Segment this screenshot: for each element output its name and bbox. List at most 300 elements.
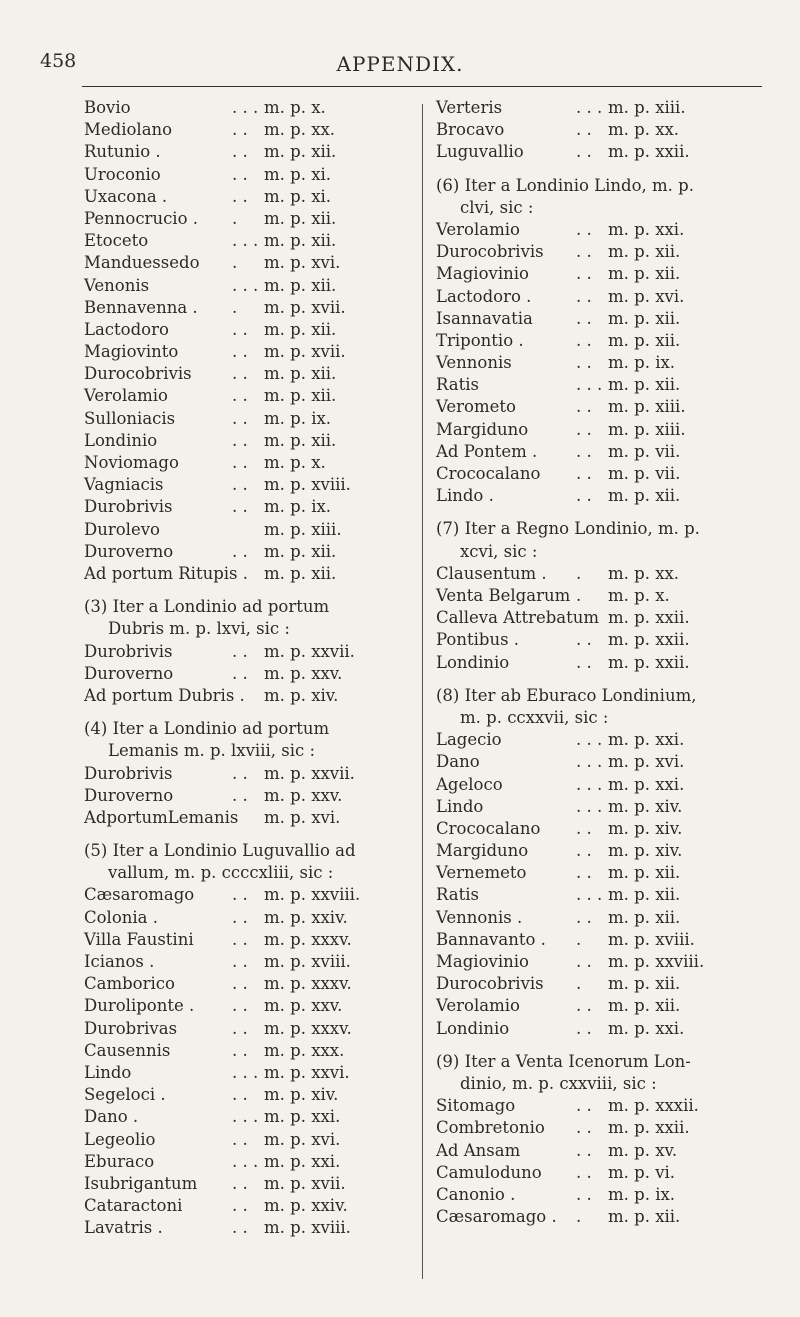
leader-dots: . . . <box>232 1062 259 1082</box>
station-name: Londinio <box>84 430 158 450</box>
iter-heading <box>436 685 778 729</box>
station-distance: m. p. xxii. <box>608 652 690 672</box>
itinerary-section <box>84 707 404 829</box>
leader-dots <box>232 685 264 707</box>
station-name: Cæsaromago <box>84 885 195 905</box>
leader-dots: . . <box>232 408 248 428</box>
section-gap <box>436 1040 778 1051</box>
station-row <box>436 1117 778 1139</box>
station-distance: m. p. xii. <box>608 308 681 328</box>
station-distance: m. p. xxi. <box>608 774 685 794</box>
section-gap <box>436 674 778 685</box>
iter-heading <box>84 718 404 762</box>
station-name: Durobrivis <box>84 763 173 783</box>
leader-dots: . . <box>576 841 592 861</box>
iter-heading-line: (6) Iter a Londinio Lindo, m. p. <box>436 175 694 195</box>
station-row <box>436 330 778 352</box>
station-row <box>84 785 404 807</box>
iter-heading-line: dinio, m. p. cxxviii, sic : <box>460 1073 657 1093</box>
station-name: Eburaco <box>84 1151 155 1171</box>
leader-dots: . . <box>232 342 248 362</box>
leader-dots: . . <box>232 120 248 140</box>
station-row <box>84 995 404 1017</box>
station-distance: m. p. xi. <box>264 186 332 206</box>
station-row <box>436 907 778 929</box>
station-distance: m. p. xii. <box>264 142 337 162</box>
station-name: Calleva Attrebatum <box>436 608 600 628</box>
leader-dots: . . <box>576 308 592 328</box>
station-distance: m. p. x. <box>264 98 326 117</box>
station-distance: m. p. xxiv. <box>264 907 348 927</box>
station-name: Lavatris . <box>84 1218 163 1238</box>
station-name: Vennonis . <box>436 907 523 927</box>
leader-dots: . . . <box>232 231 259 251</box>
station-distance: m. p. xxvii. <box>264 763 355 783</box>
right-column <box>436 97 778 1228</box>
station-row <box>84 430 404 452</box>
leader-dots: . . <box>232 1196 248 1216</box>
station-row <box>84 252 404 274</box>
station-row <box>436 884 778 906</box>
station-distance: m. p. xii. <box>608 907 681 927</box>
station-row <box>84 807 404 829</box>
leader-dots: . . <box>232 1218 248 1238</box>
page-header <box>0 0 800 92</box>
leader-dots: . . <box>576 353 592 373</box>
station-distance: m. p. xii. <box>608 375 681 395</box>
station-name: Brocavo <box>436 120 505 140</box>
station-distance: m. p. xii. <box>264 275 337 295</box>
station-distance: m. p. xxv. <box>264 785 343 805</box>
station-distance: m. p. xxi. <box>608 219 685 239</box>
station-row <box>436 1140 778 1162</box>
leader-dots: . . <box>576 242 592 262</box>
station-distance: m. p. xii. <box>608 1207 681 1227</box>
station-name: Canonio . <box>436 1184 516 1204</box>
station-name: Margiduno <box>436 841 529 861</box>
leader-dots: . . <box>232 663 248 683</box>
station-row <box>84 1084 404 1106</box>
station-row <box>84 1173 404 1195</box>
station-distance: m. p. xxii. <box>608 1118 690 1138</box>
station-row <box>436 995 778 1017</box>
station-distance: m. p. xii. <box>264 541 337 561</box>
station-distance: m. p. xxii. <box>608 630 690 650</box>
station-row <box>84 541 404 563</box>
leader-dots: . . . <box>232 98 259 117</box>
leader-dots: . . <box>576 330 592 350</box>
leader-dots: . . <box>576 1140 592 1160</box>
station-row <box>84 496 404 518</box>
station-distance: m. p. xvi. <box>608 752 685 772</box>
station-distance: m. p. xxv. <box>264 663 343 683</box>
iter-heading-line: vallum, m. p. ccccxliii, sic : <box>108 863 334 883</box>
station-name: Durocobrivis <box>84 364 192 384</box>
station-distance: m. p. xxxv. <box>264 1018 352 1038</box>
station-name: Lindo . <box>436 486 494 506</box>
station-row <box>84 164 404 186</box>
iter-heading-line: Lemanis m. p. lxviii, sic : <box>108 741 316 761</box>
station-row <box>436 485 778 507</box>
station-distance: m. p. xx. <box>264 120 336 140</box>
station-name: Combretonio <box>436 1118 545 1138</box>
station-distance: m. p. xxiv. <box>264 1196 348 1216</box>
station-name: Lindo <box>436 796 484 816</box>
station-distance: m. p. ix. <box>608 1184 676 1204</box>
station-name: Etoceto <box>84 231 149 251</box>
station-name: Ad Pontem . <box>436 441 538 461</box>
station-row <box>84 97 404 119</box>
station-distance: m. p. vii. <box>608 464 681 484</box>
station-name: Dano . <box>84 1107 139 1127</box>
station-name: Verometo <box>436 397 516 417</box>
itinerary-section <box>84 97 404 585</box>
station-distance: m. p. xiii. <box>608 397 686 417</box>
leader-dots: . . . <box>232 1151 259 1171</box>
station-distance: m. p. xii. <box>264 208 337 228</box>
station-name: Tripontio . <box>436 330 524 350</box>
leader-dots: . <box>232 297 238 317</box>
station-row <box>84 1195 404 1217</box>
station-name: Pennocrucio . <box>84 208 199 228</box>
station-distance: m. p. xxi. <box>608 1018 685 1038</box>
section-gap <box>84 707 404 718</box>
station-name: Bovio <box>84 98 131 117</box>
column-divider <box>422 104 423 1279</box>
station-distance: m. p. xviii. <box>264 952 351 972</box>
station-row <box>436 97 778 119</box>
leader-dots: . . <box>576 652 592 672</box>
station-row <box>436 463 778 485</box>
leader-dots: . . <box>232 952 248 972</box>
station-row <box>84 275 404 297</box>
station-row <box>84 474 404 496</box>
station-name: Duroverno <box>84 785 174 805</box>
iter-heading-line: (8) Iter ab Eburaco Londinium, <box>436 685 697 705</box>
station-distance: m. p. xiv. <box>608 841 683 861</box>
station-name: Durobrivis <box>84 497 173 517</box>
leader-dots: . . <box>232 1018 248 1038</box>
leader-dots: . . <box>576 142 592 162</box>
station-row <box>436 241 778 263</box>
section-gap <box>84 585 404 596</box>
section-gap <box>436 164 778 175</box>
station-distance: m. p. xvi. <box>264 1129 341 1149</box>
station-distance: m. p. xii. <box>608 330 681 350</box>
station-distance: m. p. xiii. <box>608 98 686 117</box>
station-name: Durobrivis <box>84 641 173 661</box>
running-head: APPENDIX. <box>336 52 464 76</box>
leader-dots: . . <box>232 996 248 1016</box>
station-row <box>436 419 778 441</box>
station-row <box>436 374 778 396</box>
station-name: Rutunio . <box>84 142 161 162</box>
station-row <box>436 286 778 308</box>
iter-heading <box>436 1051 778 1095</box>
station-row <box>436 862 778 884</box>
station-row <box>84 208 404 230</box>
station-distance: m. p. xiv. <box>608 796 683 816</box>
station-name: Luguvallio <box>436 142 524 162</box>
page-number: 458 <box>40 50 77 72</box>
station-name: Durobrivas <box>84 1018 178 1038</box>
leader-dots: . . <box>232 475 248 495</box>
station-distance: m. p. vi. <box>608 1162 676 1182</box>
station-name: Magiovinio <box>436 264 529 284</box>
station-distance: m. p. xvi. <box>608 286 685 306</box>
station-name: Magiovinto <box>84 342 179 362</box>
station-distance: m. p. ix. <box>264 408 332 428</box>
leader-dots <box>232 807 264 829</box>
leader-dots: . . <box>232 186 248 206</box>
leader-dots: . . . <box>576 796 603 816</box>
station-name: Pontibus . <box>436 630 520 650</box>
iter-heading-line: (9) Iter a Venta Icenorum Lon- <box>436 1051 691 1071</box>
station-name: Lactodoro <box>84 319 169 339</box>
station-name: Ad portum Dubris . <box>84 685 245 705</box>
station-name: Noviomago <box>84 453 179 472</box>
leader-dots: . . <box>232 541 248 561</box>
station-distance: m. p. xii. <box>264 319 337 339</box>
station-name: Venta Belgarum <box>436 586 571 605</box>
station-row <box>84 685 404 707</box>
station-distance: m. p. xxxii. <box>608 1096 699 1116</box>
station-distance: m. p. xii. <box>608 264 681 284</box>
leader-dots: . . <box>232 974 248 994</box>
station-row <box>84 1106 404 1128</box>
station-distance: m. p. xxi. <box>264 1107 341 1127</box>
station-distance: m. p. xxi. <box>264 1151 341 1171</box>
leader-dots: . . <box>576 863 592 883</box>
leader-dots: . . <box>232 386 248 406</box>
leader-dots: . . <box>232 763 248 783</box>
station-row <box>436 929 778 951</box>
leader-dots: . . <box>232 641 248 661</box>
station-distance: m. p. xviii. <box>264 475 351 495</box>
leader-dots: . <box>232 208 238 228</box>
station-row <box>436 973 778 995</box>
station-name: Camuloduno <box>436 1162 542 1182</box>
station-distance: m. p. xxx. <box>264 1040 345 1060</box>
station-name: Durolevo <box>84 519 160 539</box>
leader-dots: . . <box>232 142 248 162</box>
station-name: Isubrigantum <box>84 1173 198 1193</box>
station-distance: m. p. x. <box>264 453 326 472</box>
station-distance: m. p. xii. <box>264 364 337 384</box>
station-distance: m. p. xii. <box>264 430 337 450</box>
leader-dots: . . <box>576 219 592 239</box>
station-row <box>84 973 404 995</box>
station-row <box>84 297 404 319</box>
station-distance: m. p. xiii. <box>608 419 686 439</box>
station-name: Verteris <box>436 98 503 117</box>
station-distance: m. p. xxvi. <box>264 1062 350 1082</box>
station-name: Villa Faustini <box>84 929 194 949</box>
station-row <box>84 230 404 252</box>
station-name: Crococalano <box>436 818 541 838</box>
section-gap <box>436 507 778 518</box>
station-row <box>84 1129 404 1151</box>
station-name: Ageloco <box>436 774 503 794</box>
station-distance: m. p. xx. <box>608 120 680 140</box>
station-row <box>84 1062 404 1084</box>
leader-dots: . <box>576 1207 582 1227</box>
station-row <box>436 840 778 862</box>
leader-dots: . . <box>576 486 592 506</box>
station-name: Camborico <box>84 974 175 994</box>
itinerary-section <box>84 585 404 707</box>
leader-dots: . . . <box>576 730 603 750</box>
station-name: Verolamio <box>436 996 520 1016</box>
station-distance: m. p. xxii. <box>608 142 690 162</box>
station-distance: m. p. xviii. <box>264 1218 351 1238</box>
station-distance: m. p. xvii. <box>264 342 346 362</box>
iter-heading-line: (7) Iter a Regno Londinio, m. p. <box>436 519 700 539</box>
station-row <box>84 884 404 906</box>
itinerary-section <box>436 97 778 164</box>
station-row <box>84 341 404 363</box>
station-name: Uxacona . <box>84 186 168 206</box>
header-rule <box>82 86 762 87</box>
station-name: Vennonis <box>436 353 512 373</box>
station-row <box>436 219 778 241</box>
station-distance: m. p. xviii. <box>608 929 695 949</box>
leader-dots: . <box>576 929 582 949</box>
leader-dots: . . . <box>576 885 603 905</box>
station-distance: m. p. xvii. <box>264 1173 346 1193</box>
station-name: Londinio <box>436 652 510 672</box>
station-name: Colonia . <box>84 907 159 927</box>
station-distance: m. p. xxi. <box>608 730 685 750</box>
leader-dots: . . <box>576 630 592 650</box>
station-name: Duroliponte . <box>84 996 195 1016</box>
station-name: Dano <box>436 752 480 772</box>
leader-dots: . <box>576 974 582 994</box>
leader-dots: . . . <box>232 275 259 295</box>
station-row <box>436 585 778 607</box>
leader-dots: . . <box>232 453 248 472</box>
station-name: Ratis <box>436 885 480 905</box>
station-name: Venonis <box>84 275 150 295</box>
station-distance: m. p. xii. <box>608 996 681 1016</box>
station-distance: m. p. xiv. <box>264 1085 339 1105</box>
leader-dots: . . <box>576 1096 592 1116</box>
station-row <box>84 519 404 541</box>
station-row <box>436 308 778 330</box>
station-name: Clausentum . <box>436 563 547 583</box>
iter-heading-line: (3) Iter a Londinio ad portum <box>84 597 330 617</box>
station-name: Durocobrivis <box>436 242 544 262</box>
leader-dots: . . <box>576 952 592 972</box>
leader-dots: . <box>232 253 238 273</box>
station-row <box>84 141 404 163</box>
station-distance: m. p. xv. <box>608 1140 678 1160</box>
station-row <box>436 774 778 796</box>
station-row <box>84 1018 404 1040</box>
leader-dots: . . <box>576 120 592 140</box>
leader-dots: . . <box>232 1173 248 1193</box>
station-name: Segeloci . <box>84 1085 166 1105</box>
station-distance: m. p. xxviii. <box>608 952 705 972</box>
leader-dots: . . <box>576 1162 592 1182</box>
station-distance: m. p. xii. <box>264 563 337 583</box>
station-name: Londinio <box>436 1018 510 1038</box>
leader-dots: . . <box>576 907 592 927</box>
leader-dots: . . <box>232 885 248 905</box>
section-gap <box>84 829 404 840</box>
leader-dots: . . <box>576 397 592 417</box>
leader-dots: . . <box>232 785 248 805</box>
leader-dots: . . <box>232 907 248 927</box>
station-row <box>436 1095 778 1117</box>
leader-dots: . . . <box>232 1107 259 1127</box>
station-row <box>84 1040 404 1062</box>
leader-dots: . . <box>232 430 248 450</box>
station-row <box>84 119 404 141</box>
station-distance: m. p. xxxv. <box>264 974 352 994</box>
leader-dots <box>232 519 264 541</box>
station-row <box>436 652 778 674</box>
station-row <box>436 141 778 163</box>
leader-dots: . . <box>232 319 248 339</box>
station-name: Legeolio <box>84 1129 156 1149</box>
station-distance: m. p. xii. <box>264 231 337 251</box>
station-distance: m. p. xxv. <box>264 996 343 1016</box>
station-row <box>84 452 404 474</box>
station-distance: m. p. xxii. <box>608 608 690 628</box>
station-name: Cæsaromago . <box>436 1207 557 1227</box>
station-name: Ad Ansam <box>436 1140 521 1160</box>
station-name: AdportumLemanis <box>84 807 239 827</box>
iter-heading <box>436 518 778 562</box>
station-distance: m. p. xxvii. <box>264 641 355 661</box>
station-distance: m. p. xii. <box>608 486 681 506</box>
station-name: Ad portum Ritupis . <box>84 563 249 583</box>
station-row <box>436 563 778 585</box>
station-name: Duroverno <box>84 541 174 561</box>
itinerary-section <box>84 829 404 1239</box>
station-name: Sitomago <box>436 1096 516 1116</box>
leader-dots: . . <box>576 441 592 461</box>
leader-dots: . . <box>576 286 592 306</box>
station-row <box>436 263 778 285</box>
station-name: Bennavenna . <box>84 297 198 317</box>
station-row <box>436 607 778 629</box>
station-name: Causennis <box>84 1040 171 1060</box>
iter-heading <box>84 596 404 640</box>
leader-dots: . . <box>576 818 592 838</box>
station-distance: m. p. xvii. <box>264 297 346 317</box>
station-row <box>436 1206 778 1228</box>
station-row <box>84 929 404 951</box>
station-name: Isannavatia <box>436 308 533 328</box>
itinerary-section <box>436 164 778 508</box>
station-distance: m. p. ix. <box>264 497 332 517</box>
leader-dots: . . <box>232 1040 248 1060</box>
station-distance: m. p. xiii. <box>264 519 342 539</box>
station-name: Ratis <box>436 375 480 395</box>
leader-dots: . . <box>232 929 248 949</box>
itinerary-section <box>436 507 778 673</box>
station-name: Icianos . <box>84 952 155 972</box>
station-name: Lagecio <box>436 730 502 750</box>
station-name: Crococalano <box>436 464 541 484</box>
leader-dots: . <box>576 586 582 605</box>
station-row <box>436 396 778 418</box>
station-row <box>436 119 778 141</box>
station-distance: m. p. vii. <box>608 441 681 461</box>
station-distance: m. p. xiv. <box>264 685 339 705</box>
